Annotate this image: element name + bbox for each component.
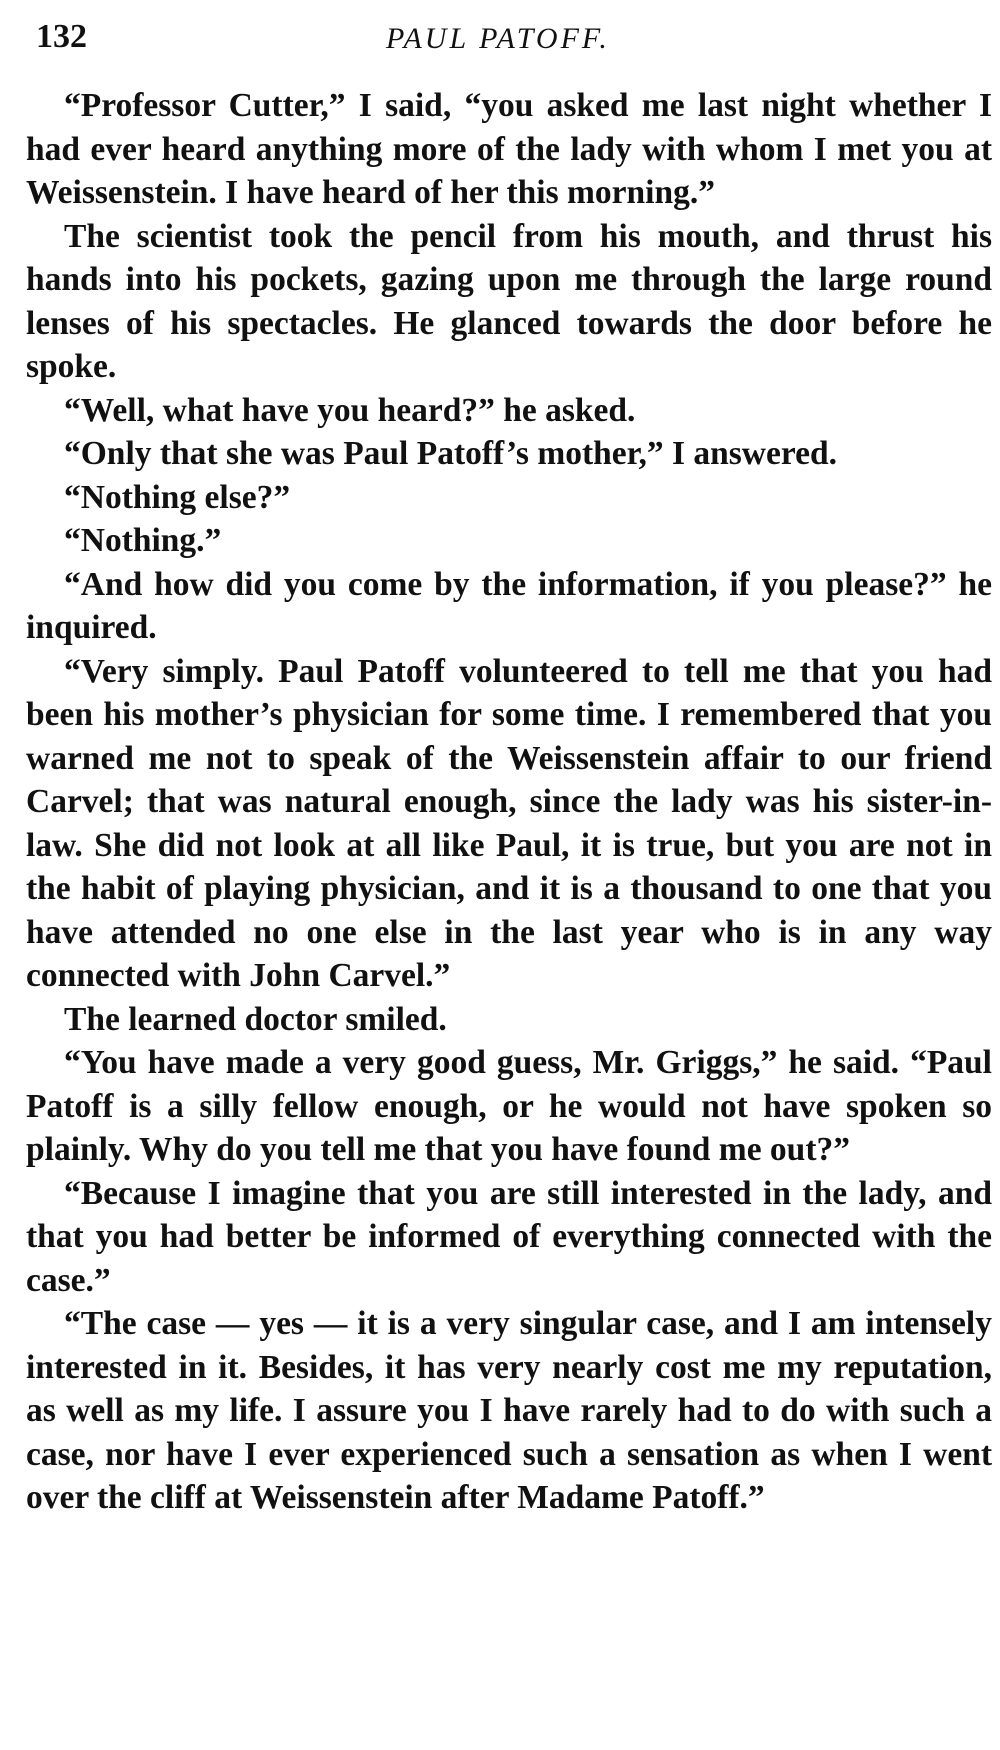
- paragraph-7: “And how did you come by the information, if you please?” he inquired.: [26, 565, 992, 646]
- running-head: PAUL PATOFF.: [386, 22, 610, 55]
- paragraph-8: “Very simply. Paul Patoff volunteered to tell me that you had been his mother’s physician for some time. I remembered that you warned me not to speak of the Weissenstein affair to our friend Carvel; that was natural enough, since the lady was his sister-in-law. She did not look at all like Paul, it is true, but you are not in the habit of playing physician, and it is a thousand to one that you have attended no one else in the last year who is in any way connected with John Carvel.”: [26, 652, 992, 994]
- paragraph-2: The scientist took the pencil from his mouth, and thrust his hands into his pockets, gazing upon me through the large round lenses of his spectacles. He glanced towards the door before he spoke.: [26, 217, 992, 385]
- paragraph-1: “Professor Cutter,” I said, “you asked me last night whether I had ever heard anything more of the lady with whom I met you at Weissenstein. I have heard of her this morning.”: [26, 87, 992, 211]
- body-text: [26, 84, 992, 1520]
- paragraph-5: “Nothing else?”: [64, 478, 291, 516]
- paragraph-10: “You have made a very good guess, Mr. Griggs,” he said. “Paul Patoff is a silly fellow enough, or he would not have spoken so plainly. Why do you tell me that you have found me out?”: [26, 1044, 992, 1168]
- page-header: [36, 12, 996, 62]
- paragraph-12: “The case — yes — it is a very singular case, and I am intensely interested in it. Besides, it has very nearly cost me my reputation, as well as my life. I assure you I have rarely had to do with such a case, nor have I ever experienced such a sensation as when I went over the cliff at Weissenstein after Madame Patoff.”: [26, 1305, 992, 1516]
- paragraph-4: “Only that she was Paul Patoff’s mother,” I answered.: [64, 435, 837, 472]
- paragraph-11: “Because I imagine that you are still interested in the lady, and that you had better be informed of everything connected with the case.”: [26, 1174, 992, 1299]
- paragraph-9: The learned doctor smiled.: [64, 1000, 447, 1038]
- page-number: 132: [36, 18, 87, 55]
- paragraph-6: “Nothing.”: [64, 522, 222, 559]
- paragraph-3: “Well, what have you heard?” he asked.: [64, 391, 636, 429]
